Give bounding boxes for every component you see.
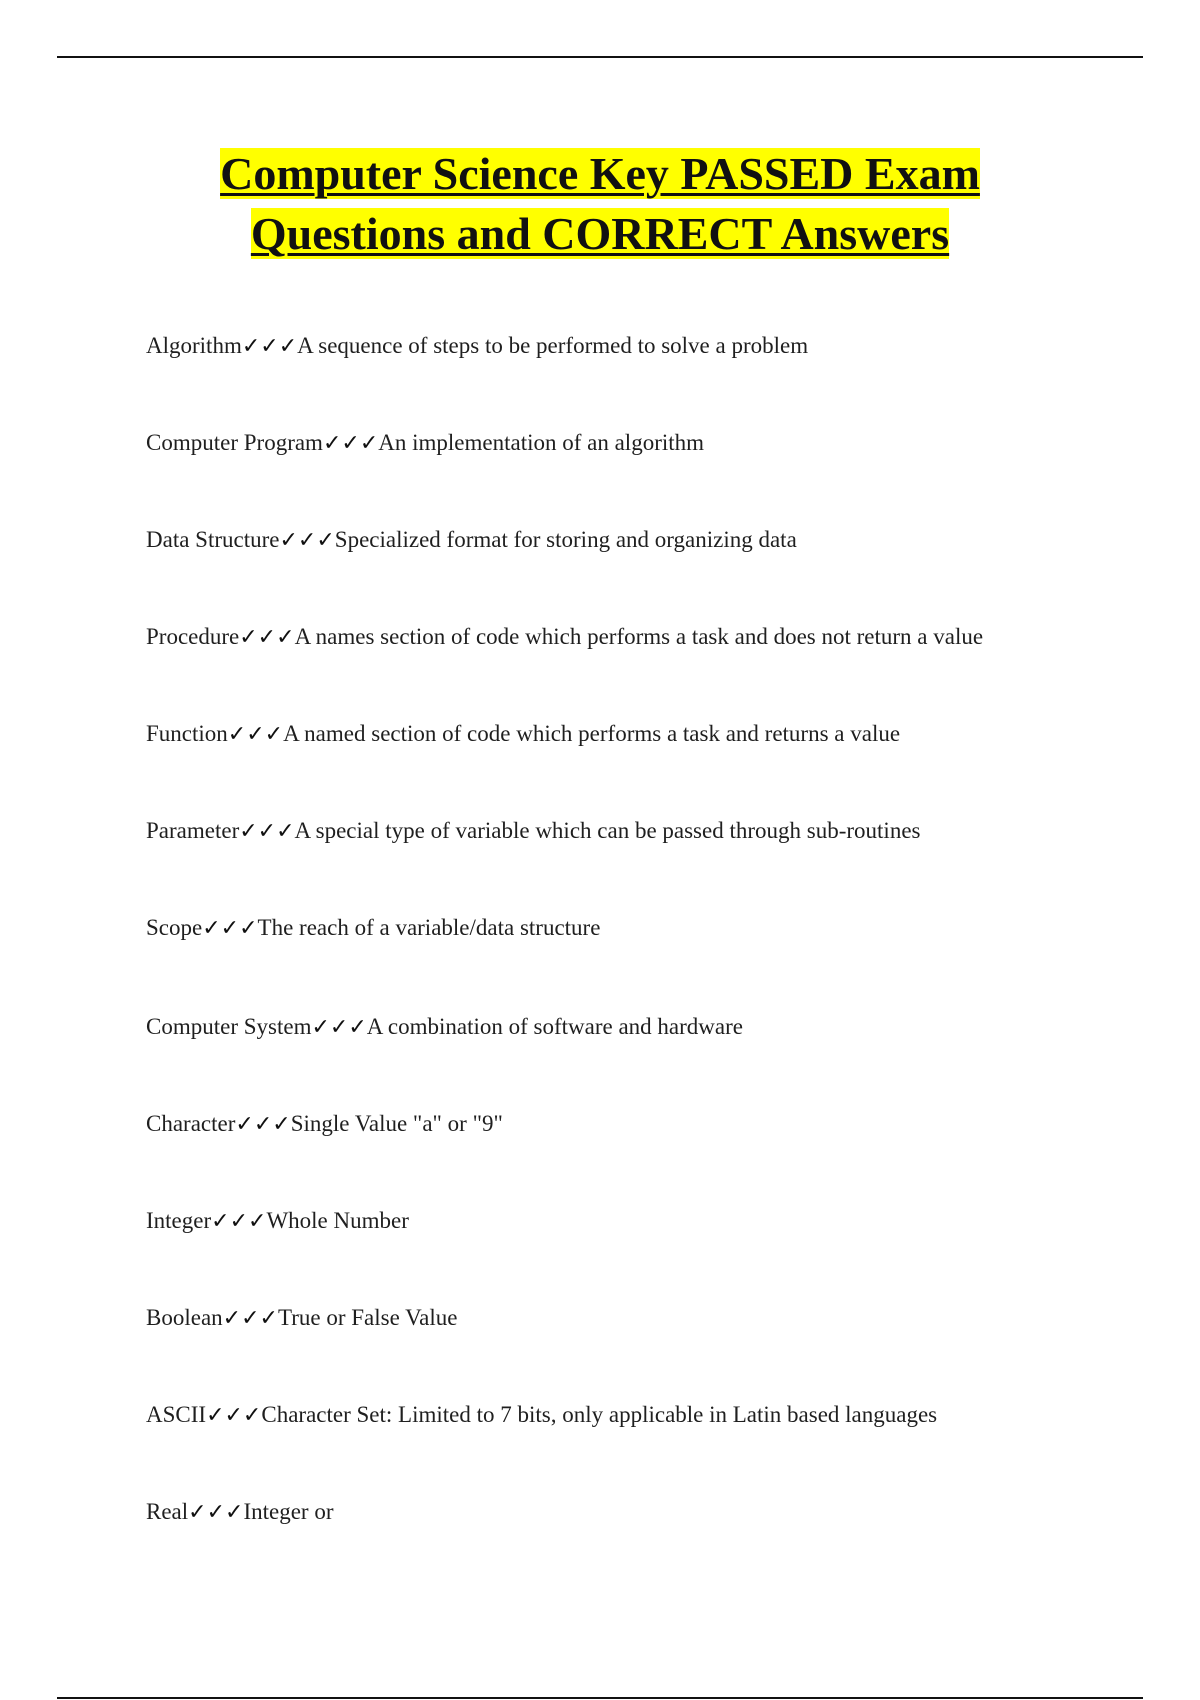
qa-item bbox=[146, 526, 797, 555]
qa-term: Character bbox=[146, 1111, 236, 1136]
qa-term: Function bbox=[146, 721, 228, 746]
check-marks-icon: ✓✓✓ bbox=[188, 1500, 244, 1525]
qa-definition: The reach of a variable/data structure bbox=[257, 915, 601, 940]
qa-term: Algorithm bbox=[146, 333, 242, 358]
check-marks-icon: ✓✓✓ bbox=[211, 1209, 267, 1234]
qa-term: Integer bbox=[146, 1208, 212, 1233]
title-line-2: Questions and CORRECT Answers bbox=[250, 208, 950, 259]
check-marks-icon: ✓✓✓ bbox=[222, 1306, 278, 1331]
qa-item bbox=[146, 720, 900, 749]
qa-item bbox=[146, 1498, 334, 1527]
check-marks-icon: ✓✓✓ bbox=[239, 819, 295, 844]
check-marks-icon: ✓✓✓ bbox=[239, 625, 295, 650]
qa-definition: A names section of code which performs a task and does not return a value bbox=[294, 624, 984, 649]
qa-definition: Single Value "a" or "9" bbox=[290, 1111, 503, 1136]
qa-item bbox=[146, 623, 983, 652]
qa-term: Procedure bbox=[146, 624, 240, 649]
check-marks-icon: ✓✓✓ bbox=[227, 722, 284, 747]
qa-term: Data Structure bbox=[146, 527, 280, 552]
qa-item bbox=[146, 1110, 503, 1139]
qa-term: Parameter bbox=[146, 818, 240, 843]
qa-term: Computer System bbox=[146, 1014, 312, 1039]
check-marks-icon: ✓✓✓ bbox=[202, 916, 258, 941]
qa-definition: A sequence of steps to be performed to solve a problem bbox=[297, 333, 809, 358]
page-title bbox=[0, 144, 1200, 264]
qa-definition: An implementation of an algorithm bbox=[378, 430, 705, 455]
qa-definition: A named section of code which performs a task and returns a value bbox=[283, 721, 901, 746]
qa-term: ASCII bbox=[146, 1402, 207, 1427]
top-rule bbox=[57, 56, 1143, 58]
qa-definition: Whole Number bbox=[266, 1208, 409, 1233]
qa-term: Boolean bbox=[146, 1305, 223, 1330]
check-marks-icon: ✓✓✓ bbox=[206, 1403, 262, 1428]
qa-definition: True or False Value bbox=[277, 1305, 458, 1330]
qa-term: Computer Program bbox=[146, 430, 323, 455]
qa-term: Scope bbox=[146, 915, 203, 940]
qa-definition: Character Set: Limited to 7 bits, only applicable in Latin based languages bbox=[261, 1402, 938, 1427]
qa-definition: Specialized format for storing and organizing data bbox=[334, 527, 797, 552]
qa-definition: A combination of software and hardware bbox=[366, 1014, 743, 1039]
title-line-1: Computer Science Key PASSED Exam bbox=[220, 148, 980, 199]
check-marks-icon: ✓✓✓ bbox=[235, 1112, 291, 1137]
check-marks-icon: ✓✓✓ bbox=[311, 1015, 367, 1040]
qa-item bbox=[146, 332, 808, 361]
qa-item bbox=[146, 914, 600, 943]
qa-definition: Integer or bbox=[243, 1499, 334, 1524]
qa-item bbox=[146, 1304, 458, 1333]
qa-item bbox=[146, 1013, 743, 1042]
qa-item bbox=[146, 1207, 409, 1236]
qa-item bbox=[146, 1401, 937, 1430]
qa-item bbox=[146, 817, 920, 846]
bottom-rule bbox=[57, 1697, 1143, 1699]
check-marks-icon: ✓✓✓ bbox=[322, 431, 379, 456]
qa-definition: A special type of variable which can be passed through sub-routines bbox=[294, 818, 921, 843]
qa-item bbox=[146, 429, 704, 458]
check-marks-icon: ✓✓✓ bbox=[279, 528, 335, 553]
check-marks-icon: ✓✓✓ bbox=[241, 334, 298, 359]
qa-term: Real bbox=[146, 1499, 189, 1524]
